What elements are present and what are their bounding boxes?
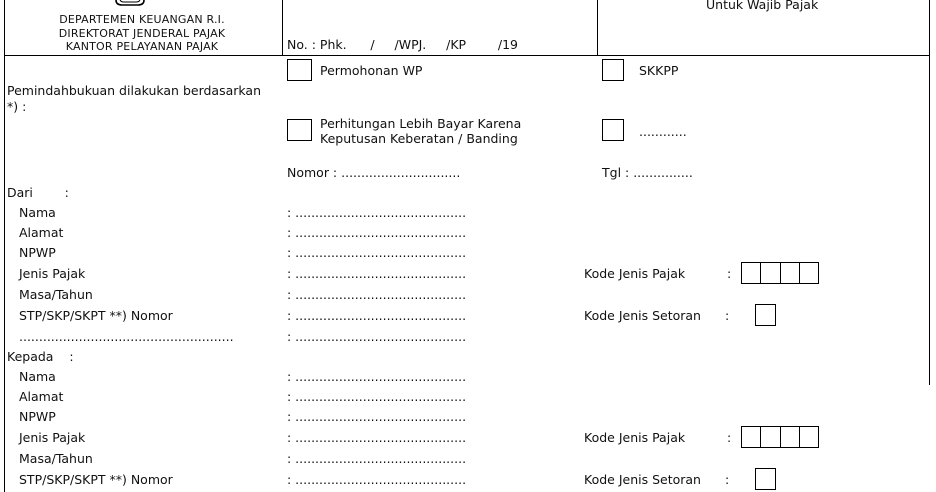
skkpp-checkbox[interactable] <box>602 59 624 81</box>
ministry-logo <box>114 0 146 8</box>
dari-kode-jenis-pajak-boxes[interactable] <box>741 262 819 284</box>
org-line-2: DIREKTORAT JENDERAL PAJAK <box>58 27 226 40</box>
permohonan-checkbox[interactable] <box>287 59 312 81</box>
dari-masa-tahun-label: Masa/Tahun <box>19 287 93 302</box>
digit-box[interactable] <box>742 263 761 283</box>
perhitungan-label-2: Keputusan Keberatan / Banding <box>320 131 518 146</box>
kepada-kode-jenis-pajak-colon: : <box>727 430 732 445</box>
skkpp-label: SKKPP <box>639 63 679 78</box>
basis-note: *) : <box>7 99 27 114</box>
header-bottom-border <box>4 55 930 56</box>
dari-extra-field[interactable]: : ........................................... <box>287 329 467 344</box>
dari-alamat-label: Alamat <box>19 225 64 240</box>
kepada-kode-jenis-pajak-label: Kode Jenis Pajak <box>584 430 686 445</box>
perhitungan-checkbox[interactable] <box>287 119 312 141</box>
kepada-alamat-label: Alamat <box>19 389 64 404</box>
dari-nama-field[interactable]: : ........................................... <box>287 205 467 220</box>
form-border-right <box>929 55 930 385</box>
kepada-stp-nomor-label: STP/SKP/SKPT **) Nomor <box>19 472 173 487</box>
org-line-3: KANTOR PELAYANAN PAJAK <box>65 40 219 53</box>
form-border-left <box>4 55 5 492</box>
dari-extra-line[interactable]: ...................................................... <box>19 329 234 344</box>
digit-box[interactable] <box>800 263 818 283</box>
permohonan-label: Permohonan WP <box>320 63 423 78</box>
other-checkbox[interactable] <box>602 119 624 141</box>
kepada-masa-tahun-label: Masa/Tahun <box>19 451 93 466</box>
org-line-1: DEPARTEMEN KEUANGAN R.I. <box>59 13 225 26</box>
kepada-alamat-field[interactable]: : ........................................... <box>287 389 467 404</box>
dari-masa-tahun-field[interactable]: : ........................................... <box>287 287 467 302</box>
dari-stp-nomor-label: STP/SKP/SKPT **) Nomor <box>19 308 173 323</box>
dari-kode-jenis-setoran-box[interactable] <box>755 304 776 326</box>
dari-kode-jenis-pajak-colon: : <box>727 266 732 281</box>
dari-jenis-pajak-label: Jenis Pajak <box>19 266 86 281</box>
kepada-npwp-label: NPWP <box>19 409 56 424</box>
dari-npwp-label: NPWP <box>19 245 56 260</box>
dari-kode-jenis-setoran-colon: : <box>725 308 730 323</box>
digit-box[interactable] <box>742 427 761 447</box>
kepada-jenis-pajak-label: Jenis Pajak <box>19 430 86 445</box>
kepada-kode-jenis-setoran-label: Kode Jenis Setoran <box>584 472 701 487</box>
kepada-kode-jenis-setoran-colon: : <box>725 472 730 487</box>
nomor-field[interactable]: Nomor : .............................. <box>287 165 461 180</box>
other-label: ............ <box>639 124 687 139</box>
dari-nama-label: Nama <box>19 205 56 220</box>
header-divider-1 <box>282 0 283 56</box>
kepada-kode-jenis-setoran-box[interactable] <box>755 468 776 490</box>
kepada-masa-tahun-field[interactable]: : ........................................... <box>287 451 467 466</box>
kepada-npwp-field[interactable]: : ........................................... <box>287 409 467 424</box>
header-border-right <box>929 0 930 56</box>
kepada-kode-jenis-pajak-boxes[interactable] <box>741 426 819 448</box>
dari-npwp-field[interactable]: : ........................................... <box>287 245 467 260</box>
letter-number: No. : Phk. / /WPJ. /KP /19 <box>287 37 518 52</box>
digit-box[interactable] <box>761 263 780 283</box>
digit-box[interactable] <box>800 427 818 447</box>
header-divider-2 <box>597 0 598 56</box>
dari-alamat-field[interactable]: : ........................................... <box>287 225 467 240</box>
copy-label: Untuk Wajib Pajak <box>706 0 819 12</box>
kepada-nama-field[interactable]: : ........................................... <box>287 369 467 384</box>
kepada-jenis-pajak-field[interactable]: : ........................................... <box>287 430 467 445</box>
digit-box[interactable] <box>761 427 780 447</box>
kepada-title: Kepada : <box>7 349 74 364</box>
digit-box[interactable] <box>781 263 800 283</box>
perhitungan-label-1: Perhitungan Lebih Bayar Karena <box>320 116 522 131</box>
kepada-stp-nomor-field[interactable]: : ........................................... <box>287 472 467 487</box>
kepada-nama-label: Nama <box>19 369 56 384</box>
tgl-field[interactable]: Tgl : ............... <box>602 165 693 180</box>
dari-kode-jenis-pajak-label: Kode Jenis Pajak <box>584 266 686 281</box>
dari-title: Dari : <box>7 185 69 200</box>
dari-kode-jenis-setoran-label: Kode Jenis Setoran <box>584 308 701 323</box>
dari-stp-nomor-field[interactable]: : ........................................... <box>287 308 467 323</box>
dari-jenis-pajak-field[interactable]: : ........................................... <box>287 266 467 281</box>
basis-label: Pemindahbukuan dilakukan berdasarkan <box>7 83 262 98</box>
header-border-left <box>4 0 5 56</box>
digit-box[interactable] <box>781 427 800 447</box>
